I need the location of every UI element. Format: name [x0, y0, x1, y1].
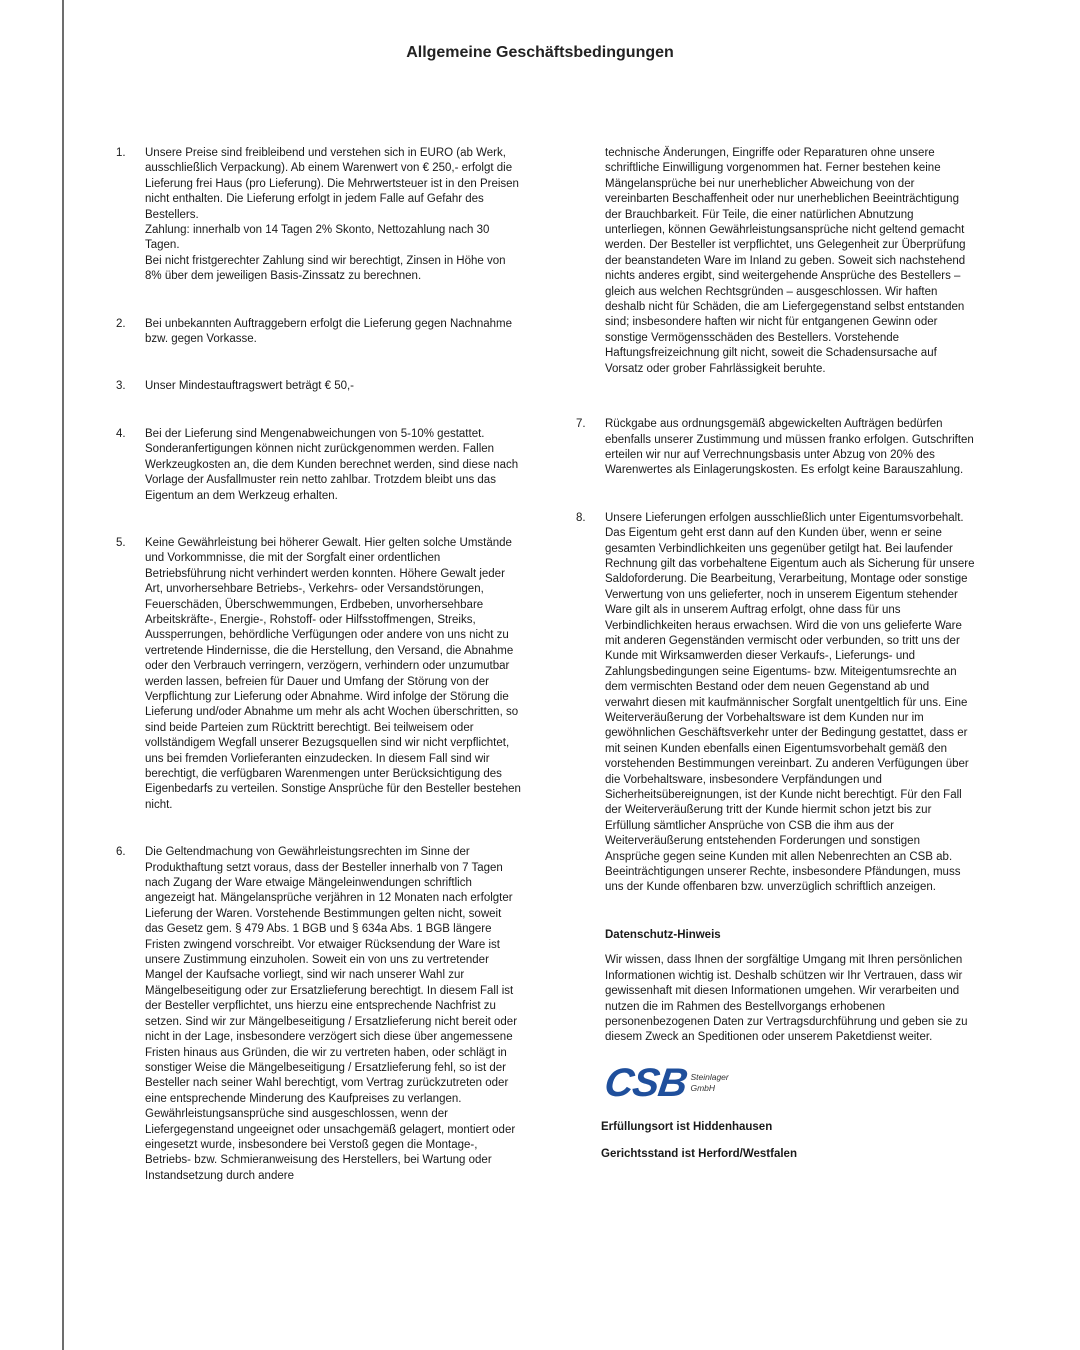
- clause-1: [116, 146, 522, 285]
- clause-8: [576, 511, 976, 896]
- clause-number: 3.: [116, 380, 126, 393]
- logo-mark: CSB: [601, 1060, 690, 1105]
- clause-text: Keine Gewährleistung bei höherer Gewalt. Hier gelten solche Umstände und Vorkommnisse, die mit der Sorgfalt einer ordentlichen Betriebsführung nicht verhindert werden konnten. Höhere Gewalt jeder Art, unvorhersehbare Betriebs-, Verkehrs- oder Versandstörungen, Feuerschäden, Überschwemmungen, Erdbeben, unvorhersehbare Arbeitskräfte-, Energie-, Rohstoff- oder Hilfsstoffmengen, Streiks, Aussperrungen, behördliche Verfügungen oder andere von uns nicht zu vertretende Hindernisse, die die Herstellung, den Versand, die Abnahme oder den Verbrauch verringern, verzögern, verhindern oder unzumutbar werden lassen, befreien für Dauer und Umfang der Störung von der Verpflichtung zur Lieferung oder Abnahme. Wird infolge der Störung die Lieferung und/oder Abnahme um mehr als acht Wochen überschritten, so sind beide Parteien zum Rücktritt berechtigt. Bei teilweisem oder vollständigem Wegfall unserer Bezugsquellen sind wir nicht verpflichtet, uns bei fremden Vorlieferanten einzudecken. In diesem Fall sind wir berechtigt, die verfügbaren Warenmengen unter Berücksichtigung des Eigenbedarfs zu verteilen. Sonstige Ansprüche für den Besteller bestehen nicht.: [145, 536, 521, 811]
- clause-body: [145, 845, 522, 1184]
- logo-subtext: [690, 1072, 728, 1094]
- clause-number: 5.: [116, 536, 126, 549]
- logo-subtext-line: GmbH: [690, 1082, 716, 1093]
- clause-body: [145, 536, 522, 813]
- clause-text: Zahlung: innerhalb von 14 Tagen 2% Skonto, Nettozahlung nach 30 Tagen.: [145, 224, 490, 252]
- clause-text: Bei unbekannten Auftraggebern erfolgt die Lieferung gegen Nachnahme bzw. gegen Vorkasse.: [145, 317, 512, 346]
- privacy-heading: Datenschutz-Hinweis: [605, 928, 721, 941]
- clause-number: 8.: [576, 511, 586, 524]
- clause-body: [605, 417, 976, 479]
- clause-2: [116, 317, 522, 348]
- clause-text: Die Geltendmachung von Gewährleistungsrechten im Sinne der Produkthaftung setzt voraus, dass der Besteller innerhalb von 7 Tagen nach Zugang der Ware etwaige Mängeleinwendungen schriftlich angezeigt hat. Mängelansprüche verjähren in 12 Monaten nach erfolgter Lieferung der Waren. Vorstehende Bestimmungen gelten nicht, soweit das Gesetz gem. § 479 Abs. 1 BGB und § 634a Abs. 1 BGB längere Fristen zwingend vorschreibt. Vor etwaiger Rücksendung der Ware ist unsere Zustimmung einzuholen. Soweit ein von uns zu vertretender Mangel der Kaufsache vorliegt, sind wir nach unserer Wahl zur Mängelbeseitigung oder zur Ersatzlieferung berechtigt. In diesem Fall ist der Besteller verpflichtet, uns hierzu eine entsprechende Nachfrist zu setzen. Sind wir zur Mängelbeseitigung / Ersatzlieferung nicht bereit oder nicht in der Lage, insbesondere verzögert sich diese über angemessene Fristen hinaus aus Gründen, die wir zu vertreten haben, oder schlägt in sonstiger Weise die Mängelbeseitigung / Ersatzlieferung fehl, so ist der Besteller nach seiner Wahl berechtigt, vom Vertrag zurückzutreten oder eine entsprechende Minderung des Kaufpreises zu verlangen. Gewährleistungsansprüche sind ausgeschlossen, wenn der Liefergegenstand ungeeignet oder unsachgemäß gelagert, montiert oder eingesetzt wurde, insbesondere bei Verstoß gegen die Montage-, Betriebs- bzw. Schmieranweisung des Herstellers, bei Wartung oder Instandsetzung durch andere: [145, 846, 518, 1182]
- company-logo: [601, 1058, 976, 1108]
- clause-4: [116, 427, 522, 504]
- clause-text: Unsere Lieferungen erfolgen ausschließlich unter Eigentumsvorbehalt. Das Eigentum geht erst dann auf den Kunden über, wenn er seine gesamten Verbindlichkeiten uns gegenüber getilgt hat. Bei laufender Rechnung gilt das vorbehaltene Eigentum auch als Sicherung für unsere Saldoforderung. Die Bearbeitung, Verarbeitung, Montage oder sonstige Verwertung von uns gelieferter, noch in unserem Eigentum stehender Ware gilt als in unserem Auftrag erfolgt, ohne dass für uns Verbindlichkeiten heraus erwachsen. Wird die von uns gelieferte Ware mit anderen Gegenständen vermischt oder verbunden, so tritt uns der Kunde mit Wirksamwerden dieser Verkaufs-, Lieferungs- und Zahlungsbedingungen seine Eigentums- bzw. Miteigentumsrechte an dem vermischten Bestand oder dem neuen Gegenstand ab und verwahrt diesen mit kaufmännischer Sorgfalt unentgeltlich für uns. Eine Weiterveräußerung der Vorbehaltsware ist dem Kunden nur im gewöhnlichen Geschäftsverkehr unter der Bedingung gestattet, dass er mit seinen Kunden ebenfalls einen Eigentumsvorbehalt gemäß den vorstehenden Bestimmungen vereinbart. Zu anderen Verfügungen über die Vorbehaltsware, insbesondere Verpfändungen und Sicherheitsübereignungen, ist der Kunde nicht berechtigt. Für den Fall der Weiterveräußerung tritt der Kunde hiermit schon jetzt bis zur Erfüllung sämtlicher Ansprüche von CSB die ihm aus der Weiterveräußerung entstehenden Forderungen und sonstigen Ansprüche gegen seine Kunden mit allen Nebenrechten an CSB ab. Beeinträchtigungen unserer Rechte, insbesondere Pfändungen, muss uns der Kunde offenbaren bzw. unverzüglich schriftlich anzeigen.: [605, 511, 975, 894]
- clause-text: Unsere Preise sind freibleibend und verstehen sich in EURO (ab Werk, ausschließlich Verpackung). Ab einem Warenwert von € 250,- erfolgt die Lieferung frei Haus (pro Lieferung). Die Mehrwertsteuer ist in den Preisen nicht enthalten. Die Lieferung erfolgt in jedem Falle auf Gefahr des Bestellers.: [145, 147, 519, 221]
- clause-3: [116, 379, 522, 394]
- page-left-border: [62, 0, 64, 1350]
- logo-subtext-line: Steinlager: [690, 1071, 729, 1082]
- clause-5: [116, 536, 522, 813]
- clause-body: [145, 379, 522, 394]
- privacy-text: Wir wissen, dass Ihnen der sorgfältige Umgang mit Ihren persönlichen Informationen wichtig ist. Deshalb schützen wir Ihr Vertrauen, dass wir gewissenhaft mit diesen Informationen umgehen. Wir verarbeiten und nutzen die im Rahmen des Bestellvorgangs erhobenen personenbezogenen Daten zur Vertragsdurchführung und geben sie zu diesem Zweck an Speditionen oder unserem Paketdienst weiter.: [605, 954, 968, 1044]
- place-of-fulfillment: Erfüllungsort ist Hiddenhausen: [601, 1120, 773, 1133]
- clause-number: 2.: [116, 317, 126, 330]
- clause-body: [145, 427, 522, 504]
- place-of-jurisdiction: Gerichtsstand ist Herford/Westfalen: [601, 1148, 797, 1161]
- clause-text: Bei der Lieferung sind Mengenabweichungen von 5-10% gestattet. Sonderanfertigungen können nicht zurückgenommen werden. Fallen Werkzeugkosten an, die dem Kunden berechnet werden, sind diese nach Vorlage der Ausfallmuster rein netto zahlbar. Trotzdem bleibt uns das Eigentum an dem Werkzeug erhalten.: [145, 427, 519, 502]
- clause-number: 6.: [116, 846, 126, 859]
- clause-6-continuation: technische Änderungen, Eingriffe oder Reparaturen ohne unsere schriftliche Einwilligung vorgenommen hat. Ferner bestehen keine Mängelansprüche bei nur unerheblicher Abweichung von der vereinbarten Beschaffenheit oder nur unerheblichen Beeinträchtigung der Brauchbarkeit. Für Teile, die einer natürlichen Abnutzung unterliegen, können Gewährleistungsansprüche nicht geltend gemacht werden. Der Besteller ist verpflichtet, uns Gelegenheit zur Überprüfung der beanstandeten Ware im Inland zu geben. Soweit sich nachstehend nichts anderes ergibt, sind weitergehende Ansprüche des Bestellers – gleich aus welchen Rechtsgründen – ausgeschlossen. Wir haften deshalb nicht für Schäden, die am Liefergegenstand selbst entstanden sind; insbesondere haften wir nicht für entgangenen Gewinn oder sonstige Vermögensschäden des Bestellers. Vorstehende Haftungsfreizeichnung gilt nicht, soweit die Schadensursache auf Vorsatz oder grober Fahrlässigkeit beruhte.: [605, 147, 966, 375]
- clause-body: [145, 317, 522, 348]
- clause-body: [605, 511, 976, 896]
- clause-number: 7.: [576, 418, 586, 431]
- clause-number: 4.: [116, 427, 126, 440]
- clause-text: Unser Mindestauftragswert beträgt € 50,-: [145, 380, 355, 393]
- clause-7: [576, 417, 976, 479]
- clause-body: [145, 146, 522, 285]
- clause-6: [116, 845, 522, 1184]
- right-column: [576, 146, 976, 1163]
- clause-text: Rückgabe aus ordnungsgemäß abgewickelten Aufträgen bedürfen ebenfalls unserer Zustimmung und müssen franko erfolgen. Gutschriften erteilen wir nur auf Verrechnungsbasis unter Abzug von 20% des Warenwertes als Einlagerungskosten. Es erfolgt keine Barauszahlung.: [605, 418, 974, 477]
- left-column: [116, 146, 522, 1216]
- document-title: Allgemeine Geschäftsbedingungen: [406, 44, 674, 61]
- clause-number: 1.: [116, 147, 126, 159]
- clause-text: Bei nicht fristgerechter Zahlung sind wir berechtigt, Zinsen in Höhe von 8% über dem jeweiligen Basis-Zinssatz zu berechnen.: [145, 254, 506, 283]
